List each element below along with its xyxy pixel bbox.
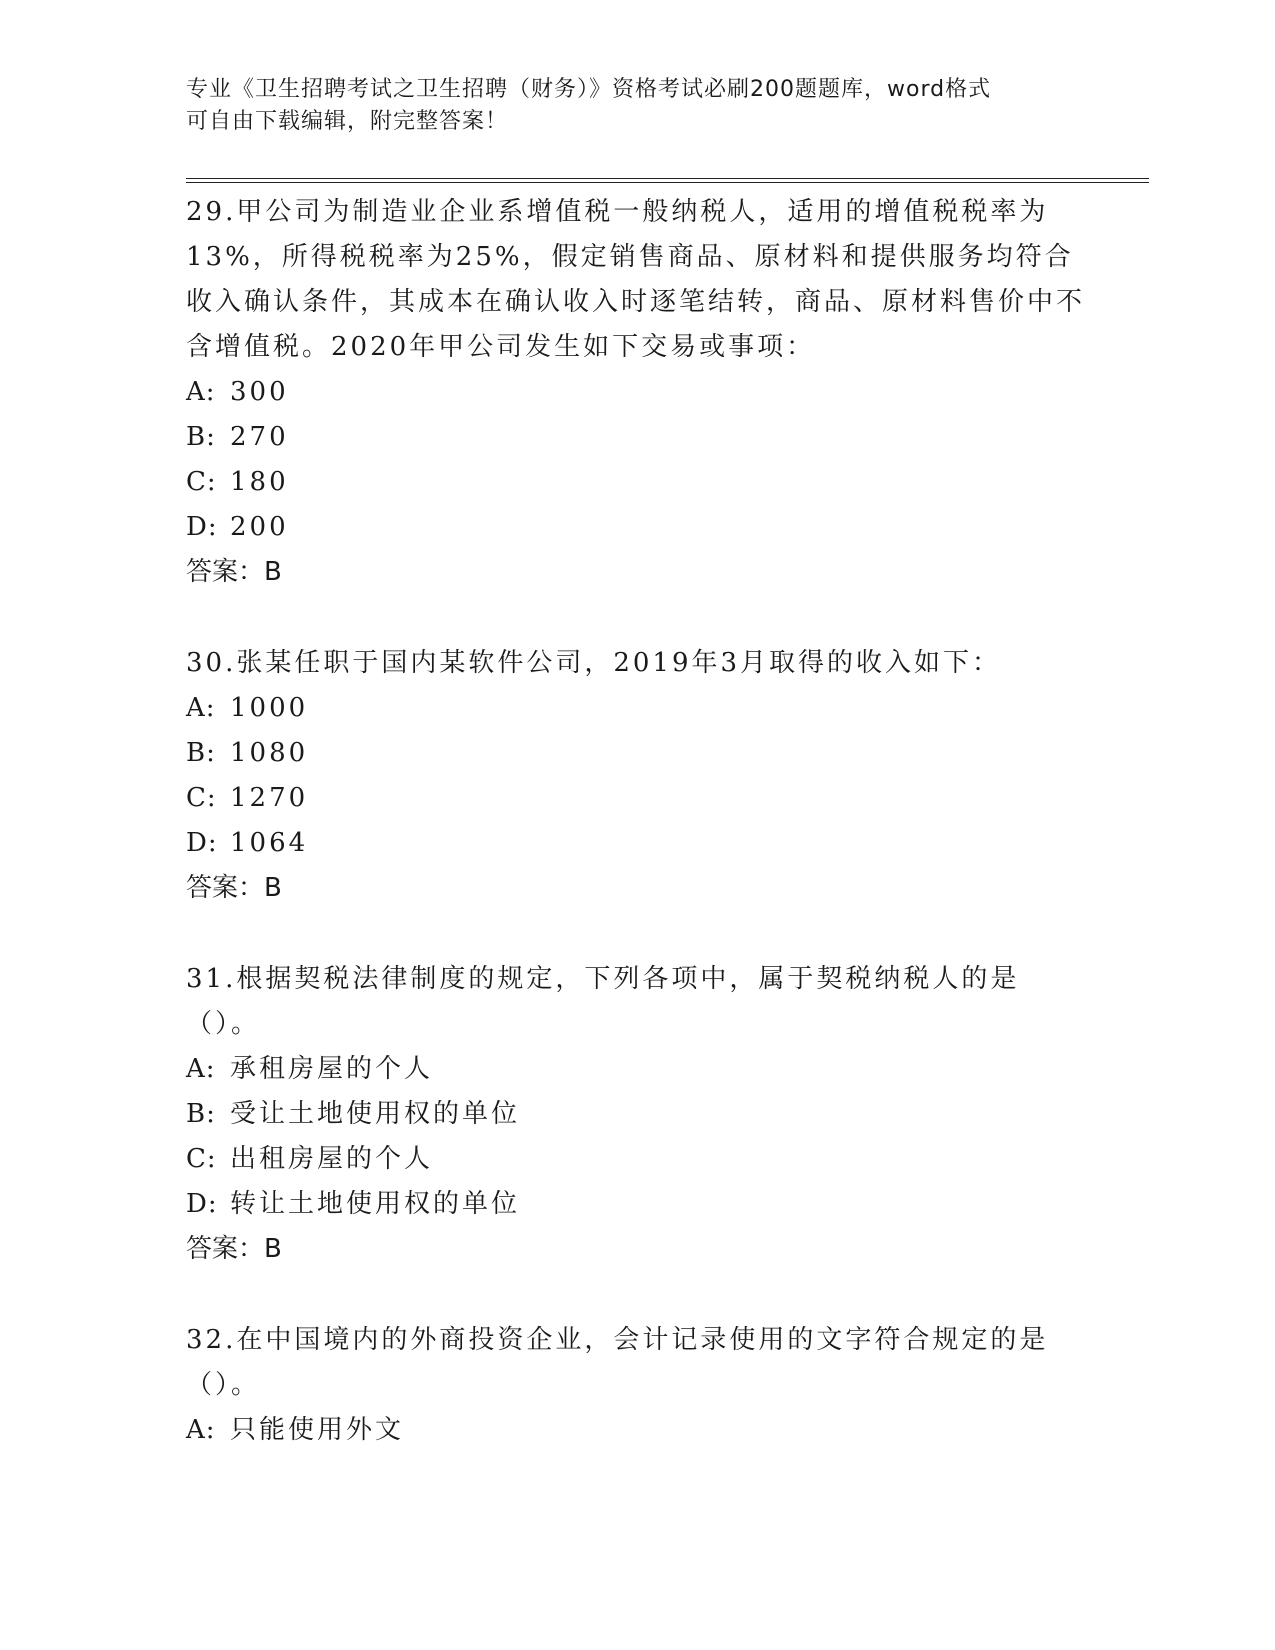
option-letter: B: [186,422,216,452]
option-a [186,686,1086,731]
option-text: 1000 [230,693,309,723]
option-text: 1064 [230,828,309,858]
option-text: 只能使用外文 [230,1415,405,1445]
option-text: 300 [230,377,289,407]
option-letter: D: [186,512,218,542]
question-32 [186,1318,1086,1453]
option-d [186,821,1086,866]
option-letter: A: [186,1415,216,1445]
option-a [186,1047,1086,1092]
option-c [186,460,1086,505]
option-letter: A: [186,693,216,723]
option-b [186,415,1086,460]
document-header [186,74,1086,138]
header-divider [186,178,1149,183]
answer-line: 答案：B [186,557,282,587]
option-letter: C: [186,1144,217,1174]
option-d [186,1182,1086,1227]
option-letter: C: [186,467,217,497]
header-line-1: 专业《卫生招聘考试之卫生招聘（财务）》资格考试必刷200题题库，word格式 [186,77,992,102]
question-list [186,190,1086,1453]
option-text: 1080 [230,738,309,768]
question-stem: 29.甲公司为制造业企业系增值税一般纳税人，适用的增值税税率为13%，所得税税率为25%，假定销售商品、原材料和提供服务均符合收入确认条件，其成本在确认收入时逐笔结转，商品、原材料售价中不含增值税。2020年甲公司发生如下交易或事项： [186,197,1086,362]
option-text: 转让土地使用权的单位 [230,1189,521,1219]
answer-line: 答案：B [186,873,282,903]
option-text: 出租房屋的个人 [230,1144,434,1174]
question-30 [186,641,1086,911]
answer-line: 答案：B [186,1234,282,1264]
option-b [186,731,1086,776]
option-text: 1270 [230,783,309,813]
option-letter: D: [186,1189,218,1219]
option-letter: D: [186,828,218,858]
option-text: 承租房屋的个人 [230,1054,434,1084]
option-text: 受让土地使用权的单位 [230,1099,521,1129]
question-stem: 30.张某任职于国内某软件公司，2019年3月取得的收入如下： [186,648,1002,678]
question-stem: 32.在中国境内的外商投资企业，会计记录使用的文字符合规定的是（）。 [186,1325,1049,1400]
option-d [186,505,1086,550]
option-a [186,370,1086,415]
option-text: 200 [230,512,289,542]
header-line-2: 可自由下载编辑，附完整答案！ [186,109,509,134]
option-letter: B: [186,738,216,768]
option-text: 180 [230,467,289,497]
question-stem: 31.根据契税法律制度的规定，下列各项中，属于契税纳税人的是（）。 [186,964,1020,1039]
option-c [186,776,1086,821]
option-b [186,1092,1086,1137]
option-letter: C: [186,783,217,813]
option-c [186,1137,1086,1182]
option-letter: A: [186,377,216,407]
question-31 [186,957,1086,1272]
option-text: 270 [230,422,289,452]
option-a [186,1408,1086,1453]
question-29 [186,190,1086,595]
option-letter: A: [186,1054,216,1084]
option-letter: B: [186,1099,216,1129]
